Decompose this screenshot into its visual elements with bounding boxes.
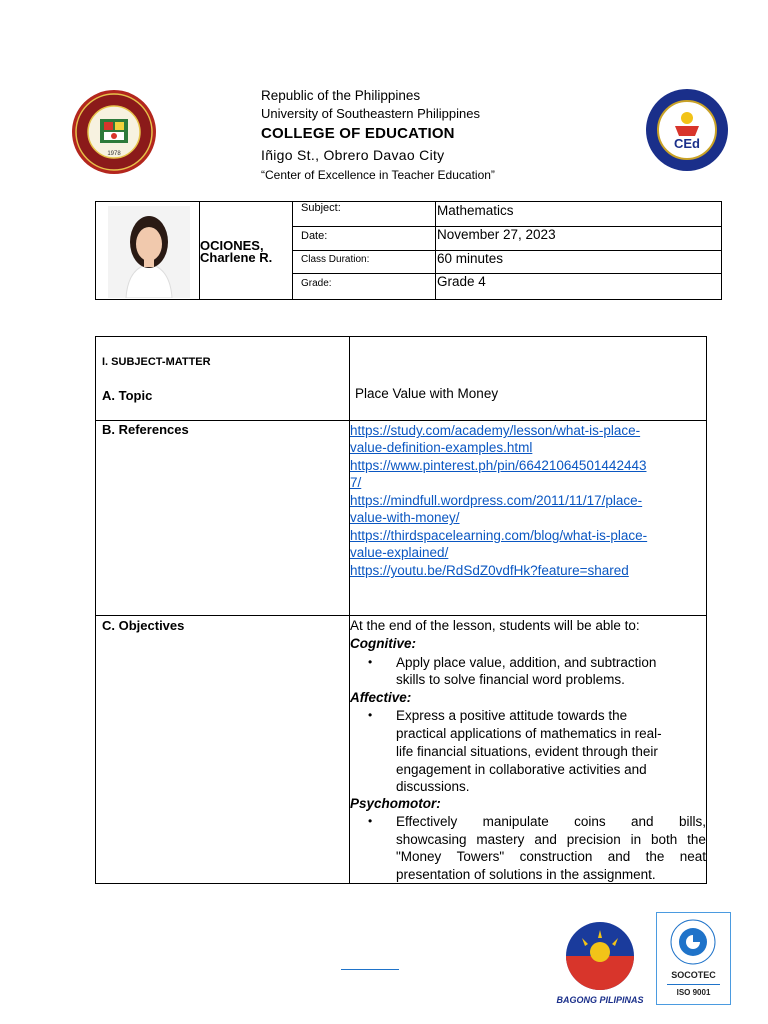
reference-link[interactable]: value-with-money/	[350, 510, 460, 525]
subject-matter-heading: I. SUBJECT-MATTER	[102, 356, 211, 368]
socotec-iso-badge	[656, 912, 731, 1005]
grade-value: Grade 4	[437, 274, 486, 289]
teacher-name: OCIONES, Charlene R.	[200, 238, 273, 265]
subject-label: Subject:	[301, 202, 341, 214]
svg-text:CEd: CEd	[674, 136, 700, 151]
teacher-info-table	[95, 201, 722, 300]
bagong-pilipinas-logo	[550, 912, 650, 1008]
grade-label: Grade:	[301, 278, 332, 289]
subject-value: Mathematics	[437, 203, 514, 218]
iso-label: ISO 9001	[676, 988, 711, 997]
duration-label: Class Duration:	[301, 254, 370, 265]
reference-link[interactable]: https://study.com/academy/lesson/what-is-place-	[350, 423, 641, 438]
objectives-label: C. Objectives	[102, 618, 185, 633]
reference-link[interactable]: https://mindfull.wordpress.com/2011/11/17/place-	[350, 493, 643, 508]
bullet: •	[368, 655, 373, 669]
cognitive-objective-line: Apply place value, addition, and subtraction	[396, 655, 657, 670]
psychomotor-heading: Psychomotor:	[350, 796, 441, 811]
cognitive-objective-line: skills to solve financial word problems.	[396, 672, 625, 687]
reference-link[interactable]: https://youtu.be/RdSdZ0vdfHk?feature=shared	[350, 563, 629, 578]
psychomotor-objective-line: presentation of solutions in the assignment.	[396, 867, 656, 882]
university-name: University of Southeastern Philippines	[261, 106, 480, 121]
footer-divider	[341, 969, 399, 970]
affective-heading: Affective:	[350, 690, 412, 705]
topic-label: A. Topic	[102, 388, 153, 403]
references-label: B. References	[102, 422, 189, 437]
date-label: Date:	[301, 230, 328, 242]
svg-text:1978: 1978	[107, 151, 121, 157]
date-value: November 27, 2023	[437, 227, 556, 242]
reference-link[interactable]: value-explained/	[350, 545, 449, 560]
reference-link[interactable]: https://thirdspacelearning.com/blog/what-is-place-	[350, 528, 648, 543]
topic-value: Place Value with Money	[355, 386, 499, 401]
address: Iñigo St., Obrero Davao City	[261, 147, 445, 163]
duration-value: 60 minutes	[437, 251, 504, 266]
affective-objective-line: Express a positive attitude towards the	[396, 708, 628, 723]
teacher-photo	[108, 206, 190, 298]
lesson-plan-table	[95, 336, 707, 884]
socotec-label: SOCOTEC	[671, 970, 716, 980]
affective-objective-line: life financial situations, evident through their	[396, 744, 658, 759]
college-of-education-seal-logo	[645, 88, 729, 172]
affective-objective-line: discussions.	[396, 779, 470, 794]
bullet: •	[368, 814, 373, 828]
psychomotor-objective-line: Effectively manipulate coins and bills,	[396, 814, 706, 829]
reference-link[interactable]: 7/	[350, 475, 362, 490]
affective-objective-line: engagement in collaborative activities and	[396, 762, 647, 777]
socotec-certification-icon	[657, 915, 729, 969]
tagline: “Center of Excellence in Teacher Education”	[261, 168, 495, 182]
svg-text:BAGONG PILIPINAS: BAGONG PILIPINAS	[556, 995, 644, 1005]
republic-line: Republic of the Philippines	[261, 88, 421, 103]
objectives-intro: At the end of the lesson, students will be able to:	[350, 618, 640, 633]
psychomotor-objective-line: showcasing mastery and precision in both the	[396, 832, 706, 847]
cognitive-heading: Cognitive:	[350, 636, 416, 651]
badge-divider	[667, 984, 720, 985]
affective-objective-line: practical applications of mathematics in real-	[396, 726, 662, 741]
bullet: •	[368, 708, 373, 722]
psychomotor-objective-line: "Money Towers" construction and the neat	[396, 849, 706, 864]
reference-link[interactable]: value-definition-examples.html	[350, 440, 533, 455]
university-seal-logo	[71, 89, 157, 175]
reference-link[interactable]: https://www.pinterest.ph/pin/66421064501442443	[350, 458, 647, 473]
college-name: COLLEGE OF EDUCATION	[261, 125, 455, 142]
